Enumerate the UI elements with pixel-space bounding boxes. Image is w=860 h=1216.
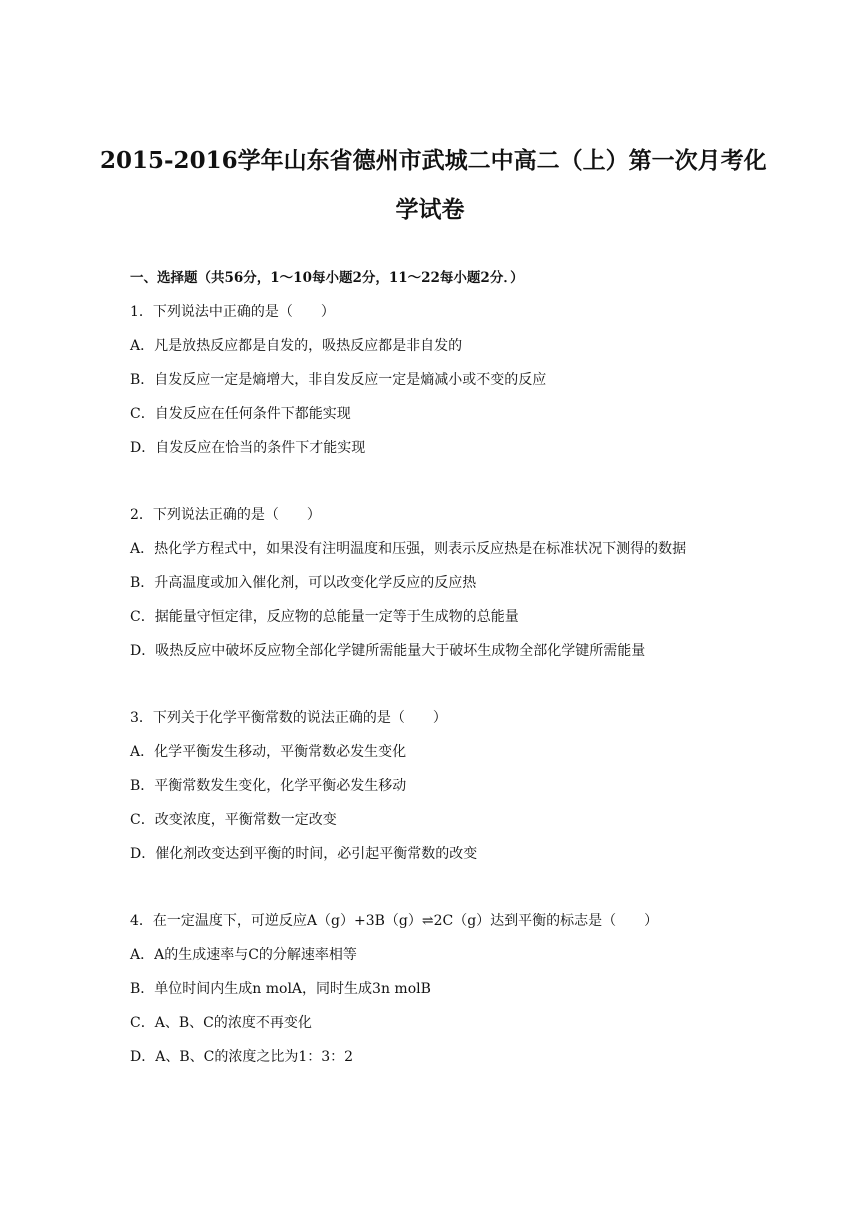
question-4-option-b: B．单位时间内生成n molA，同时生成3n molB [130, 981, 431, 997]
question-3-option-c: C．改变浓度，平衡常数一定改变 [130, 812, 337, 828]
question-3-option-d: D．催化剂改变达到平衡的时间，必引起平衡常数的改变 [130, 846, 478, 862]
question-1-option-c: C．自发反应在任何条件下都能实现 [130, 406, 351, 422]
question-2-option-d: D．吸热反应中破坏反应物全部化学键所需能量大于破坏生成物全部化学键所需能量 [130, 643, 646, 659]
question-3-stem: 3．下列关于化学平衡常数的说法正确的是（ ） [130, 710, 447, 726]
exam-title-line-1: 2015-2016学年山东省德州市武城二中高二（上）第一次月考化 [100, 147, 767, 174]
question-4-option-c: C．A、B、C的浓度不再变化 [130, 1015, 312, 1031]
question-2-option-c: C．据能量守恒定律，反应物的总能量一定等于生成物的总能量 [130, 609, 519, 625]
question-1-option-b: B．自发反应一定是熵增大，非自发反应一定是熵减小或不变的反应 [130, 372, 547, 388]
question-1-option-d: D．自发反应在恰当的条件下才能实现 [130, 440, 366, 456]
question-2-stem: 2．下列说法正确的是（ ） [130, 507, 321, 523]
exam-title-line-2: 学试卷 [395, 196, 465, 223]
question-4-option-d: D．A、B、C的浓度之比为1：3：2 [130, 1049, 354, 1065]
question-3-option-b: B．平衡常数发生变化，化学平衡必发生移动 [130, 778, 407, 794]
question-2-option-b: B．升高温度或加入催化剂，可以改变化学反应的反应热 [130, 575, 477, 591]
question-4-option-a: A．A的生成速率与C的分解速率相等 [130, 947, 357, 963]
question-4-stem: 4．在一定温度下，可逆反应A（g）+3B（g）⇌2C（g）达到平衡的标志是（ ） [130, 913, 659, 929]
question-2-option-a: A．热化学方程式中，如果没有注明温度和压强，则表示反应热是在标准状况下测得的数据 [130, 541, 687, 557]
question-3-option-a: A．化学平衡发生移动，平衡常数必发生变化 [130, 744, 407, 760]
section-heading: 一、选择题（共56分，1～10每小题2分，11～22每小题2分．） [130, 270, 524, 286]
question-1-stem: 1．下列说法中正确的是（ ） [130, 304, 335, 320]
question-1-option-a: A．凡是放热反应都是自发的，吸热反应都是非自发的 [130, 338, 463, 354]
